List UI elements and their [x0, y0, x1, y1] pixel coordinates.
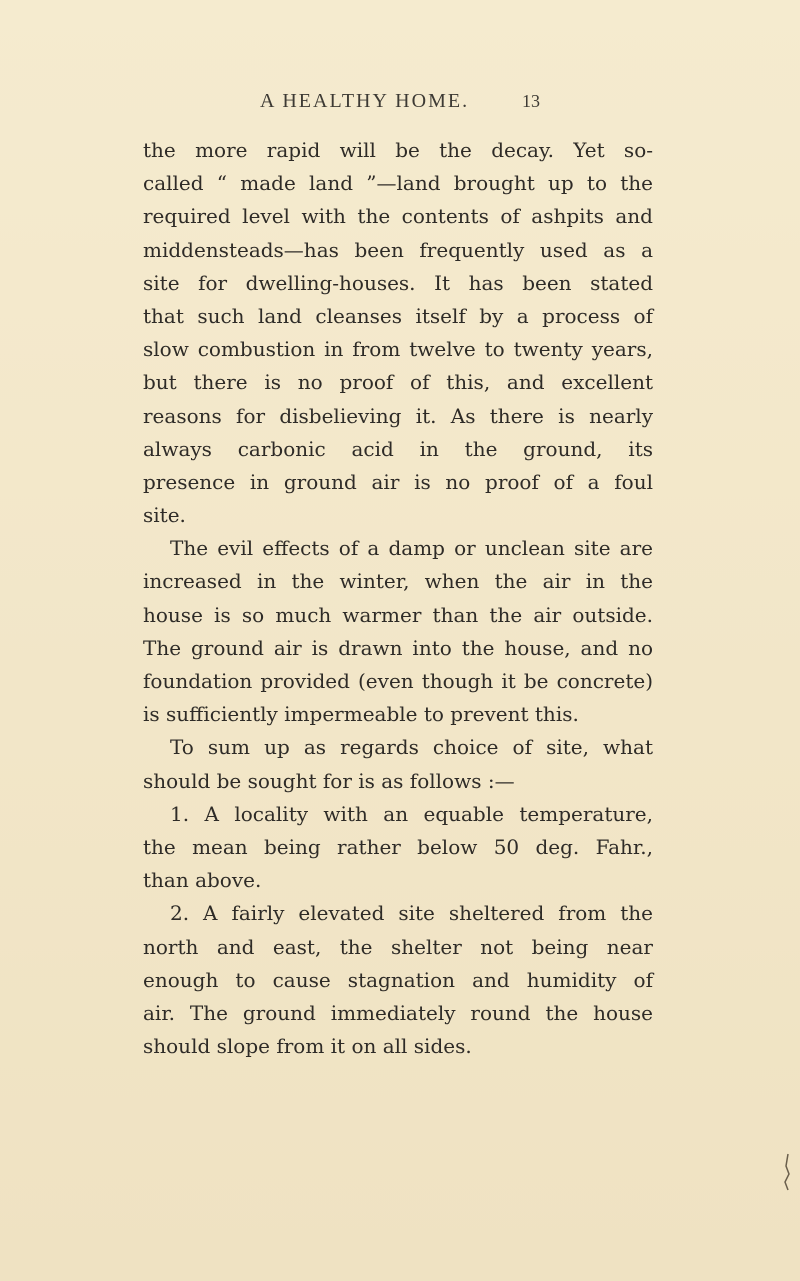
text-line: increased in the winter, when the air in the [143, 569, 653, 594]
text-line: house is so much warmer than the air outside. [143, 602, 653, 627]
text-line: presence in ground air is no proof of a foul [143, 469, 653, 494]
text-line: The ground air is drawn into the house, and no [143, 635, 653, 660]
text-line: enough to cause stagnation and humidity of [143, 967, 653, 992]
body-text [143, 134, 653, 1063]
text-line: than above. [143, 868, 262, 893]
text-line: required level with the contents of ashpits and [143, 204, 653, 229]
list-item-2-line: 2. A fairly elevated site sheltered from the [170, 901, 653, 926]
page-header [0, 90, 800, 120]
text-line: that such land cleanses itself by a process of [143, 303, 653, 328]
paragraph-start-line: To sum up as regards choice of site, what [170, 735, 653, 760]
running-title: A HEALTHY HOME. [260, 90, 470, 112]
text-line: always carbonic acid in the ground, its [143, 436, 653, 461]
page-edge-mark [782, 1152, 792, 1192]
text-line: reasons for disbelieving it. As there is nearly [143, 403, 653, 428]
text-line: but there is no proof of this, and excellent [143, 370, 653, 395]
page-number: 13 [522, 91, 540, 111]
text-line: should slope from it on all sides. [143, 1034, 472, 1059]
text-line: foundation provided (even though it be concrete) [143, 669, 653, 693]
text-line: slow combustion in from twelve to twenty years, [143, 337, 653, 362]
text-line: site. [143, 503, 186, 528]
text-line: should be sought for is as follows :— [143, 768, 515, 793]
list-item-1-line: 1. A locality with an equable temperature, [170, 801, 653, 826]
text-line: is sufficiently impermeable to prevent this. [143, 702, 579, 727]
text-line: air. The ground immediately round the house [143, 1000, 653, 1025]
text-line: site for dwelling-houses. It has been stated [143, 270, 653, 295]
text-line: the mean being rather below 50 deg. Fahr., [143, 834, 653, 859]
text-line: the more rapid will be the decay. Yet so- [143, 138, 653, 162]
text-line: north and east, the shelter not being near [143, 934, 653, 959]
paragraph-start-line: The evil effects of a damp or unclean site are [170, 536, 653, 561]
text-line: called “ made land ”—land brought up to the [143, 171, 653, 196]
text-line: middensteads—has been frequently used as a [143, 237, 653, 262]
